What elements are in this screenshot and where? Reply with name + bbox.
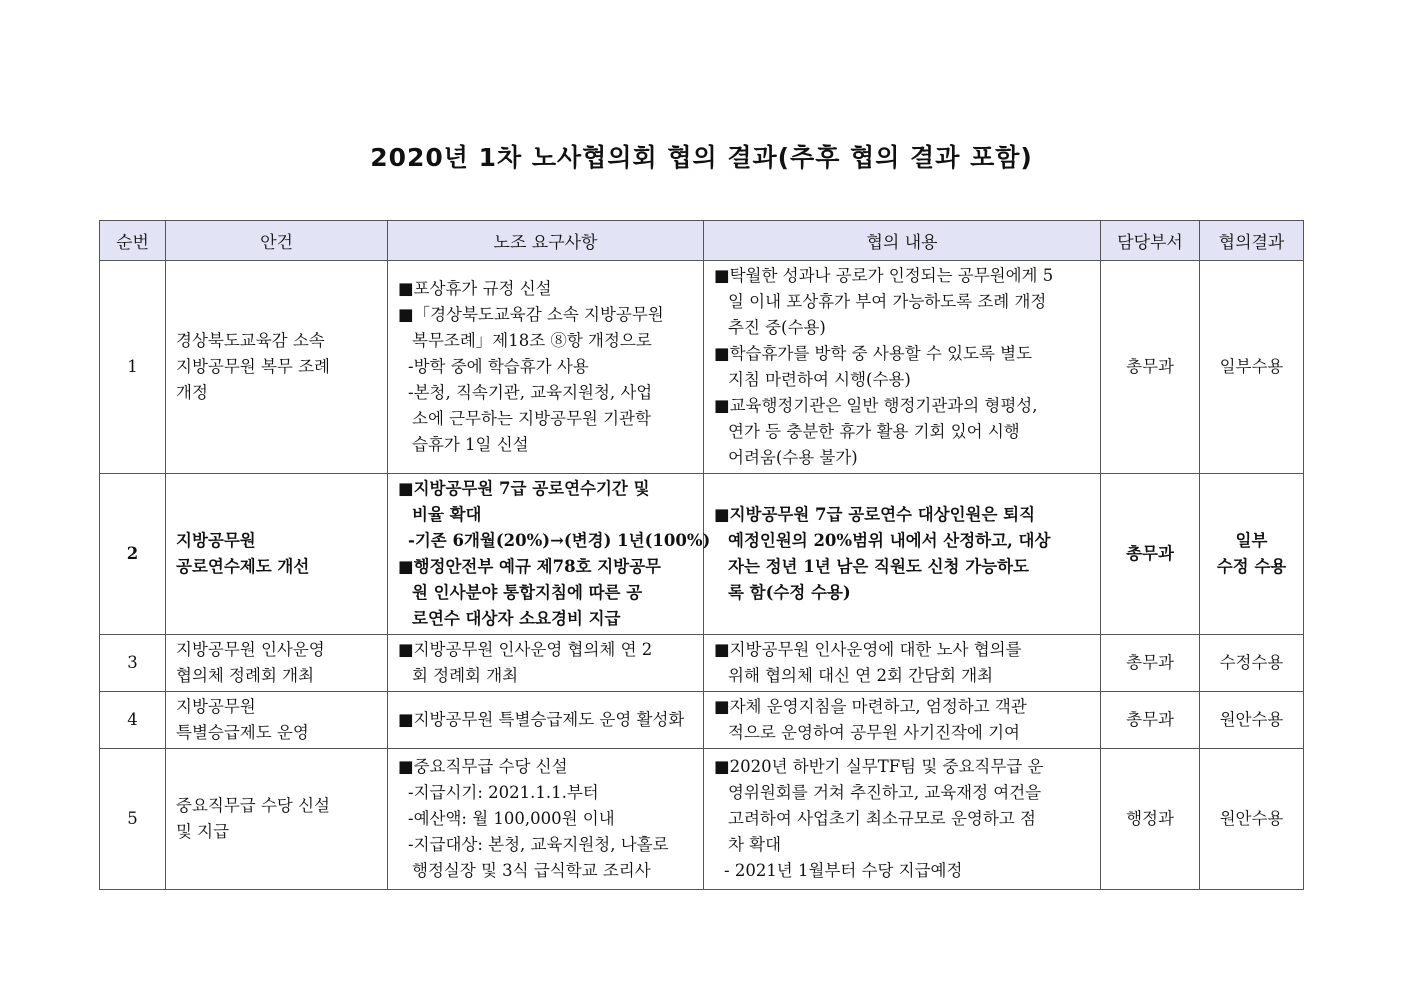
- row-dept: 총무과: [1101, 261, 1200, 474]
- row-content: [704, 635, 1101, 692]
- header-result: 협의결과: [1200, 221, 1304, 261]
- table-row: [100, 261, 1304, 474]
- content-line: 어려움(수용 불가): [728, 448, 858, 467]
- row-dept: 총무과: [1101, 474, 1200, 635]
- row-dept: 총무과: [1101, 692, 1200, 749]
- agenda-line: 개정: [176, 383, 208, 402]
- row-agenda: [166, 692, 388, 749]
- content-line: ■자체 운영지침을 마련하고, 엄정하고 객관: [714, 697, 1027, 716]
- agenda-line: 지방공무원 복무 조례: [176, 357, 330, 376]
- row-demand: [388, 749, 704, 890]
- row-result: [1200, 474, 1304, 635]
- table-row: [100, 749, 1304, 890]
- row-content: [704, 474, 1101, 635]
- row-agenda: [166, 635, 388, 692]
- header-content: 협의 내용: [704, 221, 1101, 261]
- content-line: ■교육행정기관은 일반 행정기관과의 형평성,: [714, 396, 1038, 415]
- agenda-line: 특별승급제도 운영: [176, 723, 309, 742]
- result-line: 수정수용: [1219, 653, 1284, 672]
- demand-line: 소에 근무하는 지방공무원 기관학: [412, 409, 651, 428]
- content-line: ■학습휴가를 방학 중 사용할 수 있도록 별도: [714, 344, 1033, 363]
- row-agenda: [166, 261, 388, 474]
- content-line: ■지방공무원 인사운영에 대한 노사 협의를: [714, 640, 1022, 659]
- content-line: ■2020년 하반기 실무TF팀 및 중요직무급 운: [714, 757, 1044, 776]
- content-line: 자는 정년 1년 남은 직원도 신청 가능하도: [728, 557, 1029, 576]
- row-num: 1: [100, 261, 166, 474]
- demand-line: -지급대상: 본청, 교육지원청, 나홀로: [408, 835, 669, 854]
- header-row: [100, 221, 1304, 261]
- demand-line: ■지방공무원 7급 공로연수기간 및: [398, 479, 650, 498]
- row-dept: 행정과: [1101, 749, 1200, 890]
- demand-line: ■지방공무원 특별승급제도 운영 활성화: [398, 710, 685, 729]
- row-num: 3: [100, 635, 166, 692]
- demand-line: ■포상휴가 규정 신설: [398, 279, 552, 298]
- result-line: 원안수용: [1219, 809, 1284, 828]
- demand-line: 복무조례」제18조 ⑧항 개정으로: [412, 331, 652, 350]
- agenda-line: 지방공무원: [176, 531, 256, 550]
- row-demand: [388, 635, 704, 692]
- demand-line: 비율 확대: [412, 505, 482, 524]
- demand-line: ■지방공무원 인사운영 협의체 연 2: [398, 640, 653, 659]
- content-line: 영위원회를 거쳐 추진하고, 교육재정 여건을: [728, 783, 1042, 802]
- agenda-line: 경상북도교육감 소속: [176, 331, 325, 350]
- result-line: 일부수용: [1219, 357, 1284, 376]
- row-dept: 총무과: [1101, 635, 1200, 692]
- result-line: 수정 수용: [1216, 557, 1287, 576]
- content-line: 고려하여 사업초기 최소규모로 운영하고 점: [728, 809, 1036, 828]
- demand-line: 로연수 대상자 소요경비 지급: [412, 609, 621, 628]
- row-demand: [388, 474, 711, 635]
- content-line: ■탁월한 성과나 공로가 인정되는 공무원에게 5: [714, 266, 1054, 285]
- table-row: [100, 474, 1304, 635]
- row-demand: [388, 692, 704, 749]
- demand-line: -본청, 직속기관, 교육지원청, 사업: [408, 383, 653, 402]
- demand-line: 회 정례회 개최: [412, 666, 519, 685]
- row-num: 2: [100, 474, 166, 635]
- row-content: [704, 261, 1101, 474]
- results-table: [99, 220, 1304, 890]
- table-row: [100, 692, 1304, 749]
- row-result: [1200, 692, 1304, 749]
- demand-line: 행정실장 및 3식 급식학교 조리사: [412, 861, 651, 880]
- content-line: 연가 등 충분한 휴가 활용 기회 있어 시행: [728, 422, 1020, 441]
- row-result: [1200, 261, 1304, 474]
- demand-line: ■「경상북도교육감 소속 지방공무원: [398, 305, 664, 324]
- demand-line: ■행정안전부 예규 제78호 지방공무: [398, 557, 661, 576]
- content-line: 록 함(수정 수용): [728, 583, 851, 602]
- row-num: 4: [100, 692, 166, 749]
- demand-line: -기존 6개월(20%)→(변경) 1년(100%): [408, 531, 711, 550]
- demand-line: 원 인사분야 통합지침에 따른 공: [412, 583, 643, 602]
- header-agenda: 안건: [166, 221, 388, 261]
- row-demand: [388, 261, 704, 474]
- content-line: 지침 마련하여 시행(수용): [728, 370, 911, 389]
- content-line: 예정인원의 20%범위 내에서 산정하고, 대상: [728, 531, 1051, 550]
- row-result: [1200, 635, 1304, 692]
- demand-line: -예산액: 월 100,000원 이내: [408, 809, 615, 828]
- table-row: [100, 635, 1304, 692]
- header-num: 순번: [100, 221, 166, 261]
- agenda-line: 지방공무원 인사운영: [176, 640, 325, 659]
- row-agenda: [166, 749, 388, 890]
- agenda-line: 중요직무급 수당 신설: [176, 796, 330, 815]
- agenda-line: 협의체 정례회 개최: [176, 666, 315, 685]
- demand-line: -지급시기: 2021.1.1.부터: [408, 783, 599, 802]
- result-line: 일부: [1235, 531, 1268, 550]
- content-line: - 2021년 1월부터 수당 지급예정: [724, 861, 963, 880]
- demand-line: -방학 중에 학습휴가 사용: [408, 357, 589, 376]
- header-dept: 담당부서: [1101, 221, 1200, 261]
- content-line: 차 확대: [728, 835, 782, 854]
- content-line: 적으로 운영하여 공무원 사기진작에 기여: [728, 723, 1020, 742]
- agenda-line: 지방공무원: [176, 697, 256, 716]
- agenda-line: 및 지급: [176, 822, 230, 841]
- row-num: 5: [100, 749, 166, 890]
- demand-line: ■중요직무급 수당 신설: [398, 757, 568, 776]
- result-line: 원안수용: [1219, 710, 1284, 729]
- row-result: [1200, 749, 1304, 890]
- row-agenda: [166, 474, 388, 635]
- content-line: 위해 협의체 대신 연 2회 간담회 개최: [728, 666, 994, 685]
- row-content: [704, 749, 1101, 890]
- agenda-line: 공로연수제도 개선: [176, 557, 310, 576]
- header-demand: 노조 요구사항: [388, 221, 704, 261]
- row-content: [704, 692, 1101, 749]
- content-line: ■지방공무원 7급 공로연수 대상인원은 퇴직: [714, 505, 1036, 524]
- document-title: 2020년 1차 노사협의회 협의 결과(추후 협의 결과 포함): [370, 143, 1033, 172]
- content-line: 일 이내 포상휴가 부여 가능하도록 조례 개정: [728, 292, 1047, 311]
- content-line: 추진 중(수용): [728, 318, 826, 337]
- demand-line: 습휴가 1일 신설: [412, 435, 529, 454]
